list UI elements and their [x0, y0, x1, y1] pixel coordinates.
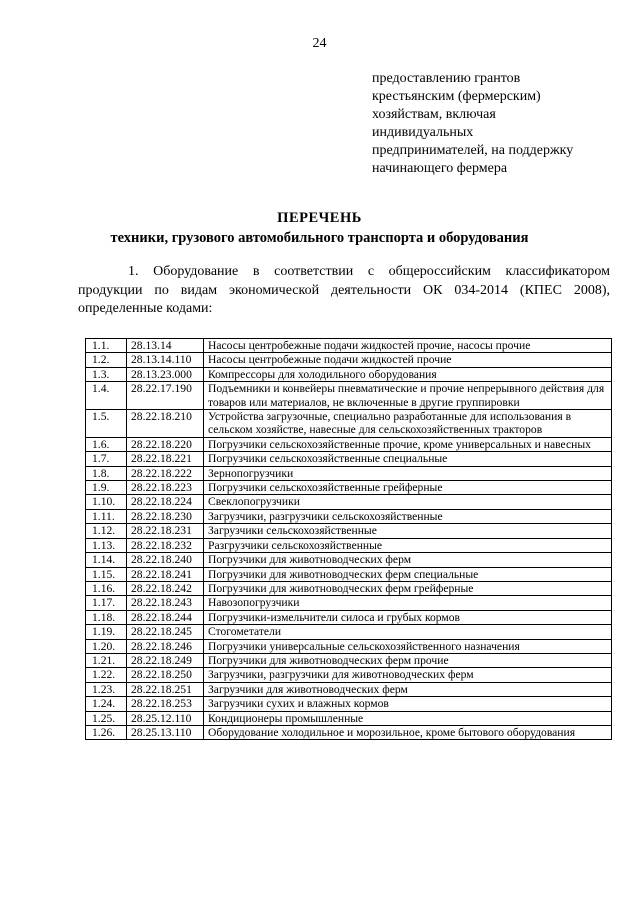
row-code: 28.22.18.244 [127, 610, 204, 624]
intro-line: продукции по видам экономической деятельности ОК 034-2014 (КПЕС 2008), [78, 282, 610, 298]
intro-paragraph [78, 263, 610, 319]
row-name: Компрессоры для холодильного оборудования [204, 367, 612, 381]
row-code: 28.22.18.224 [127, 495, 204, 509]
row-number: 1.10. [86, 495, 127, 509]
row-number: 1.26. [86, 725, 127, 739]
row-code: 28.22.18.246 [127, 639, 204, 653]
row-number: 1.13. [86, 538, 127, 552]
table-row [86, 668, 612, 682]
row-code: 28.22.18.245 [127, 625, 204, 639]
row-code: 28.22.18.251 [127, 682, 204, 696]
row-number: 1.12. [86, 524, 127, 538]
intro-line: 1. Оборудование в соответствии с общероссийским классификатором [128, 264, 610, 279]
row-number: 1.7. [86, 452, 127, 466]
table-row [86, 639, 612, 653]
row-code: 28.22.18.249 [127, 653, 204, 667]
table-row [86, 466, 612, 480]
row-number: 1.19. [86, 625, 127, 639]
row-name: Навозопогрузчики [204, 596, 612, 610]
header-line: крестьянским (фермерским) [372, 89, 541, 104]
document-subtitle: техники, грузового автомобильного транспорта и оборудования [110, 230, 529, 246]
row-code: 28.22.18.240 [127, 553, 204, 567]
row-name: Свеклопогрузчики [204, 495, 612, 509]
row-number: 1.21. [86, 653, 127, 667]
table-row [86, 682, 612, 696]
row-name: Загрузчики, разгрузчики сельскохозяйственные [204, 509, 612, 523]
table-row [86, 581, 612, 595]
row-code: 28.22.18.210 [127, 410, 204, 438]
row-code: 28.22.18.223 [127, 481, 204, 495]
row-code: 28.25.13.110 [127, 725, 204, 739]
table-row [86, 367, 612, 381]
row-code: 28.22.18.220 [127, 437, 204, 451]
row-name: Оборудование холодильное и морозильное, кроме бытового оборудования [204, 725, 612, 739]
table-row [86, 697, 612, 711]
row-number: 1.2. [86, 353, 127, 367]
row-code: 28.13.14.110 [127, 353, 204, 367]
row-code: 28.22.18.253 [127, 697, 204, 711]
table-row [86, 452, 612, 466]
row-number: 1.22. [86, 668, 127, 682]
row-number: 1.5. [86, 410, 127, 438]
row-number: 1.8. [86, 466, 127, 480]
row-code: 28.22.18.242 [127, 581, 204, 595]
row-number: 1.6. [86, 437, 127, 451]
row-code: 28.22.18.250 [127, 668, 204, 682]
table-row [86, 509, 612, 523]
row-code: 28.22.18.221 [127, 452, 204, 466]
row-name: Стогометатели [204, 625, 612, 639]
row-name: Разгрузчики сельскохозяйственные [204, 538, 612, 552]
row-code: 28.22.18.231 [127, 524, 204, 538]
row-name: Кондиционеры промышленные [204, 711, 612, 725]
table-row [86, 610, 612, 624]
document-reference-header [372, 70, 612, 178]
equipment-table [85, 338, 612, 740]
row-number: 1.1. [86, 339, 127, 353]
row-name: Загрузчики для животноводческих ферм [204, 682, 612, 696]
row-code: 28.13.23.000 [127, 367, 204, 381]
row-name: Погрузчики-измельчители силоса и грубых кормов [204, 610, 612, 624]
row-name: Погрузчики сельскохозяйственные специальные [204, 452, 612, 466]
row-number: 1.14. [86, 553, 127, 567]
row-number: 1.24. [86, 697, 127, 711]
row-name: Зернопогрузчики [204, 466, 612, 480]
header-line: индивидуальных [372, 125, 474, 140]
row-name: Загрузчики сухих и влажных кормов [204, 697, 612, 711]
table-row [86, 410, 612, 438]
row-name: Насосы центробежные подачи жидкостей прочие [204, 353, 612, 367]
row-name: Погрузчики сельскохозяйственные грейферные [204, 481, 612, 495]
row-name: Устройства загрузочные, специально разработанные для использования в сельском хозяйстве, навесные для сельскохозяйственных тракторов [204, 410, 612, 438]
header-line: предпринимателей, на поддержку [372, 143, 574, 158]
table-row [86, 553, 612, 567]
table-row [86, 625, 612, 639]
header-line: начинающего фермера [372, 161, 508, 176]
row-name: Загрузчики сельскохозяйственные [204, 524, 612, 538]
table-row [86, 481, 612, 495]
table-row [86, 596, 612, 610]
row-name: Погрузчики для животноводческих ферм прочие [204, 653, 612, 667]
intro-line: определенные кодами: [78, 301, 213, 316]
row-code: 28.13.14 [127, 339, 204, 353]
table-row [86, 382, 612, 410]
table-row [86, 339, 612, 353]
row-number: 1.25. [86, 711, 127, 725]
row-code: 28.22.18.243 [127, 596, 204, 610]
row-number: 1.15. [86, 567, 127, 581]
row-name: Насосы центробежные подачи жидкостей прочие, насосы прочие [204, 339, 612, 353]
table-row [86, 437, 612, 451]
row-code: 28.22.18.230 [127, 509, 204, 523]
row-name: Погрузчики для животноводческих ферм грейферные [204, 581, 612, 595]
row-name: Погрузчики сельскохозяйственные прочие, кроме универсальных и навесных [204, 437, 612, 451]
row-name: Подъемники и конвейеры пневматические и прочие непрерывного действия для товаров или материалов, не включенные в другие группировки [204, 382, 612, 410]
row-name: Погрузчики для животноводческих ферм специальные [204, 567, 612, 581]
row-number: 1.20. [86, 639, 127, 653]
row-code: 28.25.12.110 [127, 711, 204, 725]
table-row [86, 725, 612, 739]
row-number: 1.16. [86, 581, 127, 595]
row-number: 1.3. [86, 367, 127, 381]
row-code: 28.22.18.241 [127, 567, 204, 581]
row-number: 1.23. [86, 682, 127, 696]
header-line: предоставлению грантов [372, 71, 521, 86]
row-name: Загрузчики, разгрузчики для животноводческих ферм [204, 668, 612, 682]
row-number: 1.11. [86, 509, 127, 523]
row-code: 28.22.17.190 [127, 382, 204, 410]
table-row [86, 353, 612, 367]
row-code: 28.22.18.232 [127, 538, 204, 552]
document-title: ПЕРЕЧЕНЬ [277, 210, 362, 226]
table-row [86, 711, 612, 725]
table-row [86, 538, 612, 552]
page-number: 24 [312, 36, 327, 51]
row-number: 1.17. [86, 596, 127, 610]
row-number: 1.18. [86, 610, 127, 624]
table-row [86, 524, 612, 538]
header-line: хозяйствам, включая [372, 107, 496, 122]
row-number: 1.9. [86, 481, 127, 495]
row-name: Погрузчики для животноводческих ферм [204, 553, 612, 567]
table-row [86, 653, 612, 667]
row-number: 1.4. [86, 382, 127, 410]
table-row [86, 495, 612, 509]
row-code: 28.22.18.222 [127, 466, 204, 480]
row-name: Погрузчики универсальные сельскохозяйственного назначения [204, 639, 612, 653]
table-row [86, 567, 612, 581]
